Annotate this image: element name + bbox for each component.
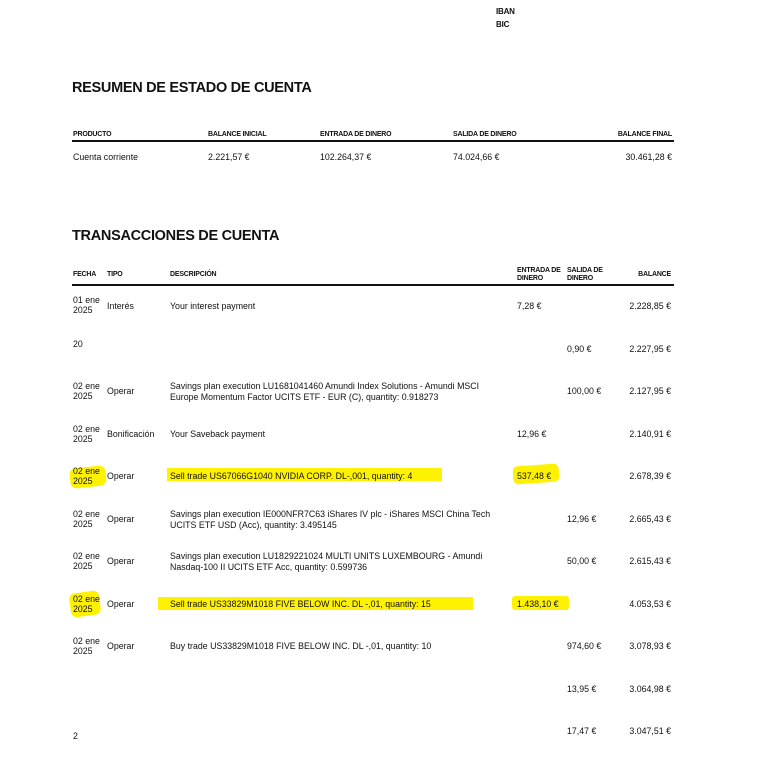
- row-balance: 2.140,91 €: [629, 429, 671, 439]
- row-date-year: 2025: [73, 305, 93, 315]
- row-money-in: 1.438,10 €: [517, 599, 559, 609]
- col-descripcion: DESCRIPCIÓN: [170, 271, 217, 278]
- row-money-out: 13,95 €: [567, 684, 597, 694]
- row-date-year: 2025: [73, 646, 93, 656]
- col-fecha: FECHA: [73, 271, 97, 278]
- row-balance: 2.127,95 €: [629, 386, 671, 396]
- summary-balance-inicial: 2.221,57 €: [208, 152, 250, 162]
- transactions-title: TRANSACCIONES DE CUENTA: [72, 228, 280, 244]
- row-date-year: 2025: [73, 391, 93, 401]
- row-date-day: 01 ene: [73, 295, 100, 305]
- row-type: Operar: [107, 471, 135, 481]
- row-date-day: 02 ene: [73, 636, 100, 646]
- summary-salida: 74.024,66 €: [453, 152, 500, 162]
- row-money-out: 0,90 €: [567, 344, 592, 354]
- row-description: Your Saveback payment: [170, 429, 266, 439]
- col-entrada-line2: DINERO: [517, 275, 544, 282]
- row-money-out: 50,00 €: [567, 556, 597, 566]
- row-type: Operar: [107, 556, 135, 566]
- row-description: Sell trade US67066G1040 NVIDIA CORP. DL-,001, quantity: 4: [170, 471, 413, 481]
- row-date-year: 2025: [73, 604, 93, 614]
- row-type: Operar: [107, 641, 135, 651]
- row-date: [73, 339, 83, 349]
- row-money-in: 7,28 €: [517, 301, 542, 311]
- col-balance-inicial: BALANCE INICIAL: [208, 131, 267, 138]
- row-balance: 3.078,93 €: [629, 641, 671, 651]
- row-date: [73, 636, 100, 656]
- row-money-out: 100,00 €: [567, 386, 602, 396]
- row-date: [73, 295, 100, 315]
- col-balance: BALANCE: [638, 271, 671, 278]
- row-date-day: 02 ene: [73, 509, 100, 519]
- col-entrada-line1: ENTRADA DE: [517, 267, 561, 274]
- row-balance: 4.053,53 €: [629, 599, 671, 609]
- bic-label: BIC: [496, 20, 510, 29]
- row-date-year: 2025: [73, 519, 93, 529]
- transactions-header-rule: [72, 284, 674, 286]
- row-balance: 2.228,85 €: [629, 301, 671, 311]
- row-description: Sell trade US33829M1018 FIVE BELOW INC. DL -,01, quantity: 15: [170, 599, 431, 609]
- row-type: Operar: [107, 514, 135, 524]
- row-money-out: 974,60 €: [567, 641, 602, 651]
- col-salida-line1: SALIDA DE: [567, 267, 603, 274]
- row-type: Bonificación: [107, 429, 155, 439]
- row-type: Operar: [107, 599, 135, 609]
- row-date-year: 2025: [73, 434, 93, 444]
- row-money-in: 12,96 €: [517, 429, 547, 439]
- row-type: Interés: [107, 301, 134, 311]
- row-date-day: 02 ene: [73, 381, 100, 391]
- row-balance: 2.678,39 €: [629, 471, 671, 481]
- row-money-out: 17,47 €: [567, 726, 597, 736]
- row-date-day: 02 ene: [73, 424, 100, 434]
- row-balance: 2.227,95 €: [629, 344, 671, 354]
- col-entrada: ENTRADA DE DINERO: [320, 131, 392, 138]
- summary-balance-final: 30.461,28 €: [625, 152, 672, 162]
- col-salida: SALIDA DE DINERO: [453, 131, 517, 138]
- row-description: Savings plan execution LU1681041460 Amundi Index Solutions - Amundi MSCI Europe Momentum Factor UCITS ETF - EUR (C), quantity: 0.918273: [170, 381, 480, 402]
- col-balance-final: BALANCE FINAL: [617, 131, 672, 138]
- row-date-year: 2: [73, 731, 78, 741]
- row-date-year: 20: [73, 339, 83, 349]
- row-date: [73, 594, 100, 614]
- row-date-day: 02 ene: [73, 594, 100, 604]
- row-description: Buy trade US33829M1018 FIVE BELOW INC. DL -,01, quantity: 10: [170, 641, 432, 651]
- row-money-out: 12,96 €: [567, 514, 597, 524]
- row-date-year: 2025: [73, 476, 93, 486]
- row-type: Operar: [107, 386, 135, 396]
- row-date: [73, 466, 100, 486]
- row-description: Savings plan execution LU1829221024 MULTI UNITS LUXEMBOURG - Amundi Nasdaq-100 II UCITS ETF Acc, quantity: 0.599736: [170, 551, 483, 572]
- row-balance: 2.665,43 €: [629, 514, 671, 524]
- summary-producto: Cuenta corriente: [73, 152, 139, 162]
- iban-label: IBAN: [496, 7, 515, 16]
- row-balance: 3.064,98 €: [629, 684, 671, 694]
- summary-header-rule: [72, 140, 674, 142]
- row-date-day: 02 ene: [73, 551, 100, 561]
- row-description: Savings plan execution IE000NFR7C63 iShares IV plc - iShares MSCI China Tech UCITS ETF USD (Acc), quantity: 3.495145: [170, 509, 491, 530]
- row-balance: 3.047,51 €: [629, 726, 671, 736]
- row-description: Your interest payment: [170, 301, 256, 311]
- col-tipo: TIPO: [107, 271, 123, 278]
- row-date-day: 02 ene: [73, 466, 100, 476]
- row-date: [73, 381, 100, 401]
- row-date: [73, 551, 100, 571]
- col-salida-line2: DINERO: [567, 275, 594, 282]
- summary-title: RESUMEN DE ESTADO DE CUENTA: [72, 80, 312, 96]
- col-entrada-dinero: [517, 267, 561, 283]
- row-date: [73, 424, 100, 444]
- row-date-year: 2025: [73, 561, 93, 571]
- row-money-in: 537,48 €: [517, 471, 552, 481]
- row-balance: 2.615,43 €: [629, 556, 671, 566]
- col-salida-dinero: [567, 267, 603, 283]
- row-date: [73, 731, 78, 741]
- col-producto: PRODUCTO: [73, 131, 112, 138]
- summary-entrada: 102.264,37 €: [320, 152, 372, 162]
- row-date: [73, 509, 100, 529]
